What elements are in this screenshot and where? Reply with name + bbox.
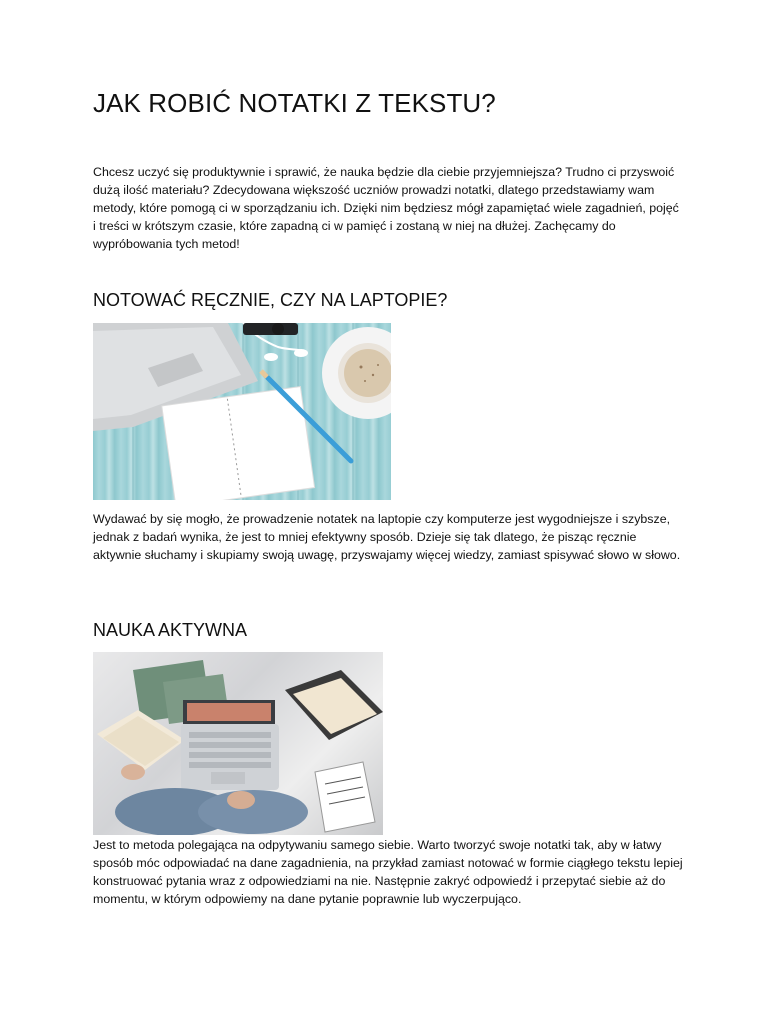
desk-notebook-photo: [93, 323, 391, 500]
active-learning-paragraph: Jest to metoda polegająca na odpytywaniu samego siebie. Warto tworzyć swoje notatki tak, aby w łatwy sposób móc odpowiadać na dane zagadnienia, na przykład zamiast notować w formie ciągłego tekstu lepiej konstruować pytania wraz z odpowiedziami na nie. Następnie zakryć odpowiedź i przepytać siebie aż do momentu, w którym odpowiemy na dane pytanie poprawnie lub wyczerpująco.: [93, 838, 683, 906]
intro-paragraph: Chcesz uczyć się produktywnie i sprawić, że nauka będzie dla ciebie przyjemniejsza? Trudno ci przyswoić dużą ilość materiału? Zdecydowana większość uczniów prowadzi notatki, dlatego przedstawiamy wam metody, które pomogą ci w sporządzaniu ich. Dzięki nim będziesz mógł zapamiętać wiele zagadnień, pojęć i treści w krótszym czasie, które zapadną ci w pamięć i zostaną w niej na dłużej. Zachęcamy do wypróbowania tych metod!: [93, 165, 679, 251]
section-heading-handwriting: NOTOWAĆ RĘCZNIE, CZY NA LAPTOPIE?: [93, 290, 448, 310]
handwriting-paragraph: Wydawać by się mogło, że prowadzenie notatek na laptopie czy komputerze jest wygodniejsze i szybsze, jednak z badań wynika, że jest to mniej efektywny sposób. Dzieje się tak dlatego, że pisząc ręcznie aktywnie słuchamy i skupiamy swoją uwagę, przyswajamy więcej wiedzy, zamiast spisywać słowo w słowo.: [93, 512, 681, 562]
page-title: JAK ROBIĆ NOTATKI Z TEKSTU?: [93, 88, 496, 118]
laptop-books-photo: [93, 652, 383, 835]
section-heading-active-learning: NAUKA AKTYWNA: [93, 620, 248, 640]
